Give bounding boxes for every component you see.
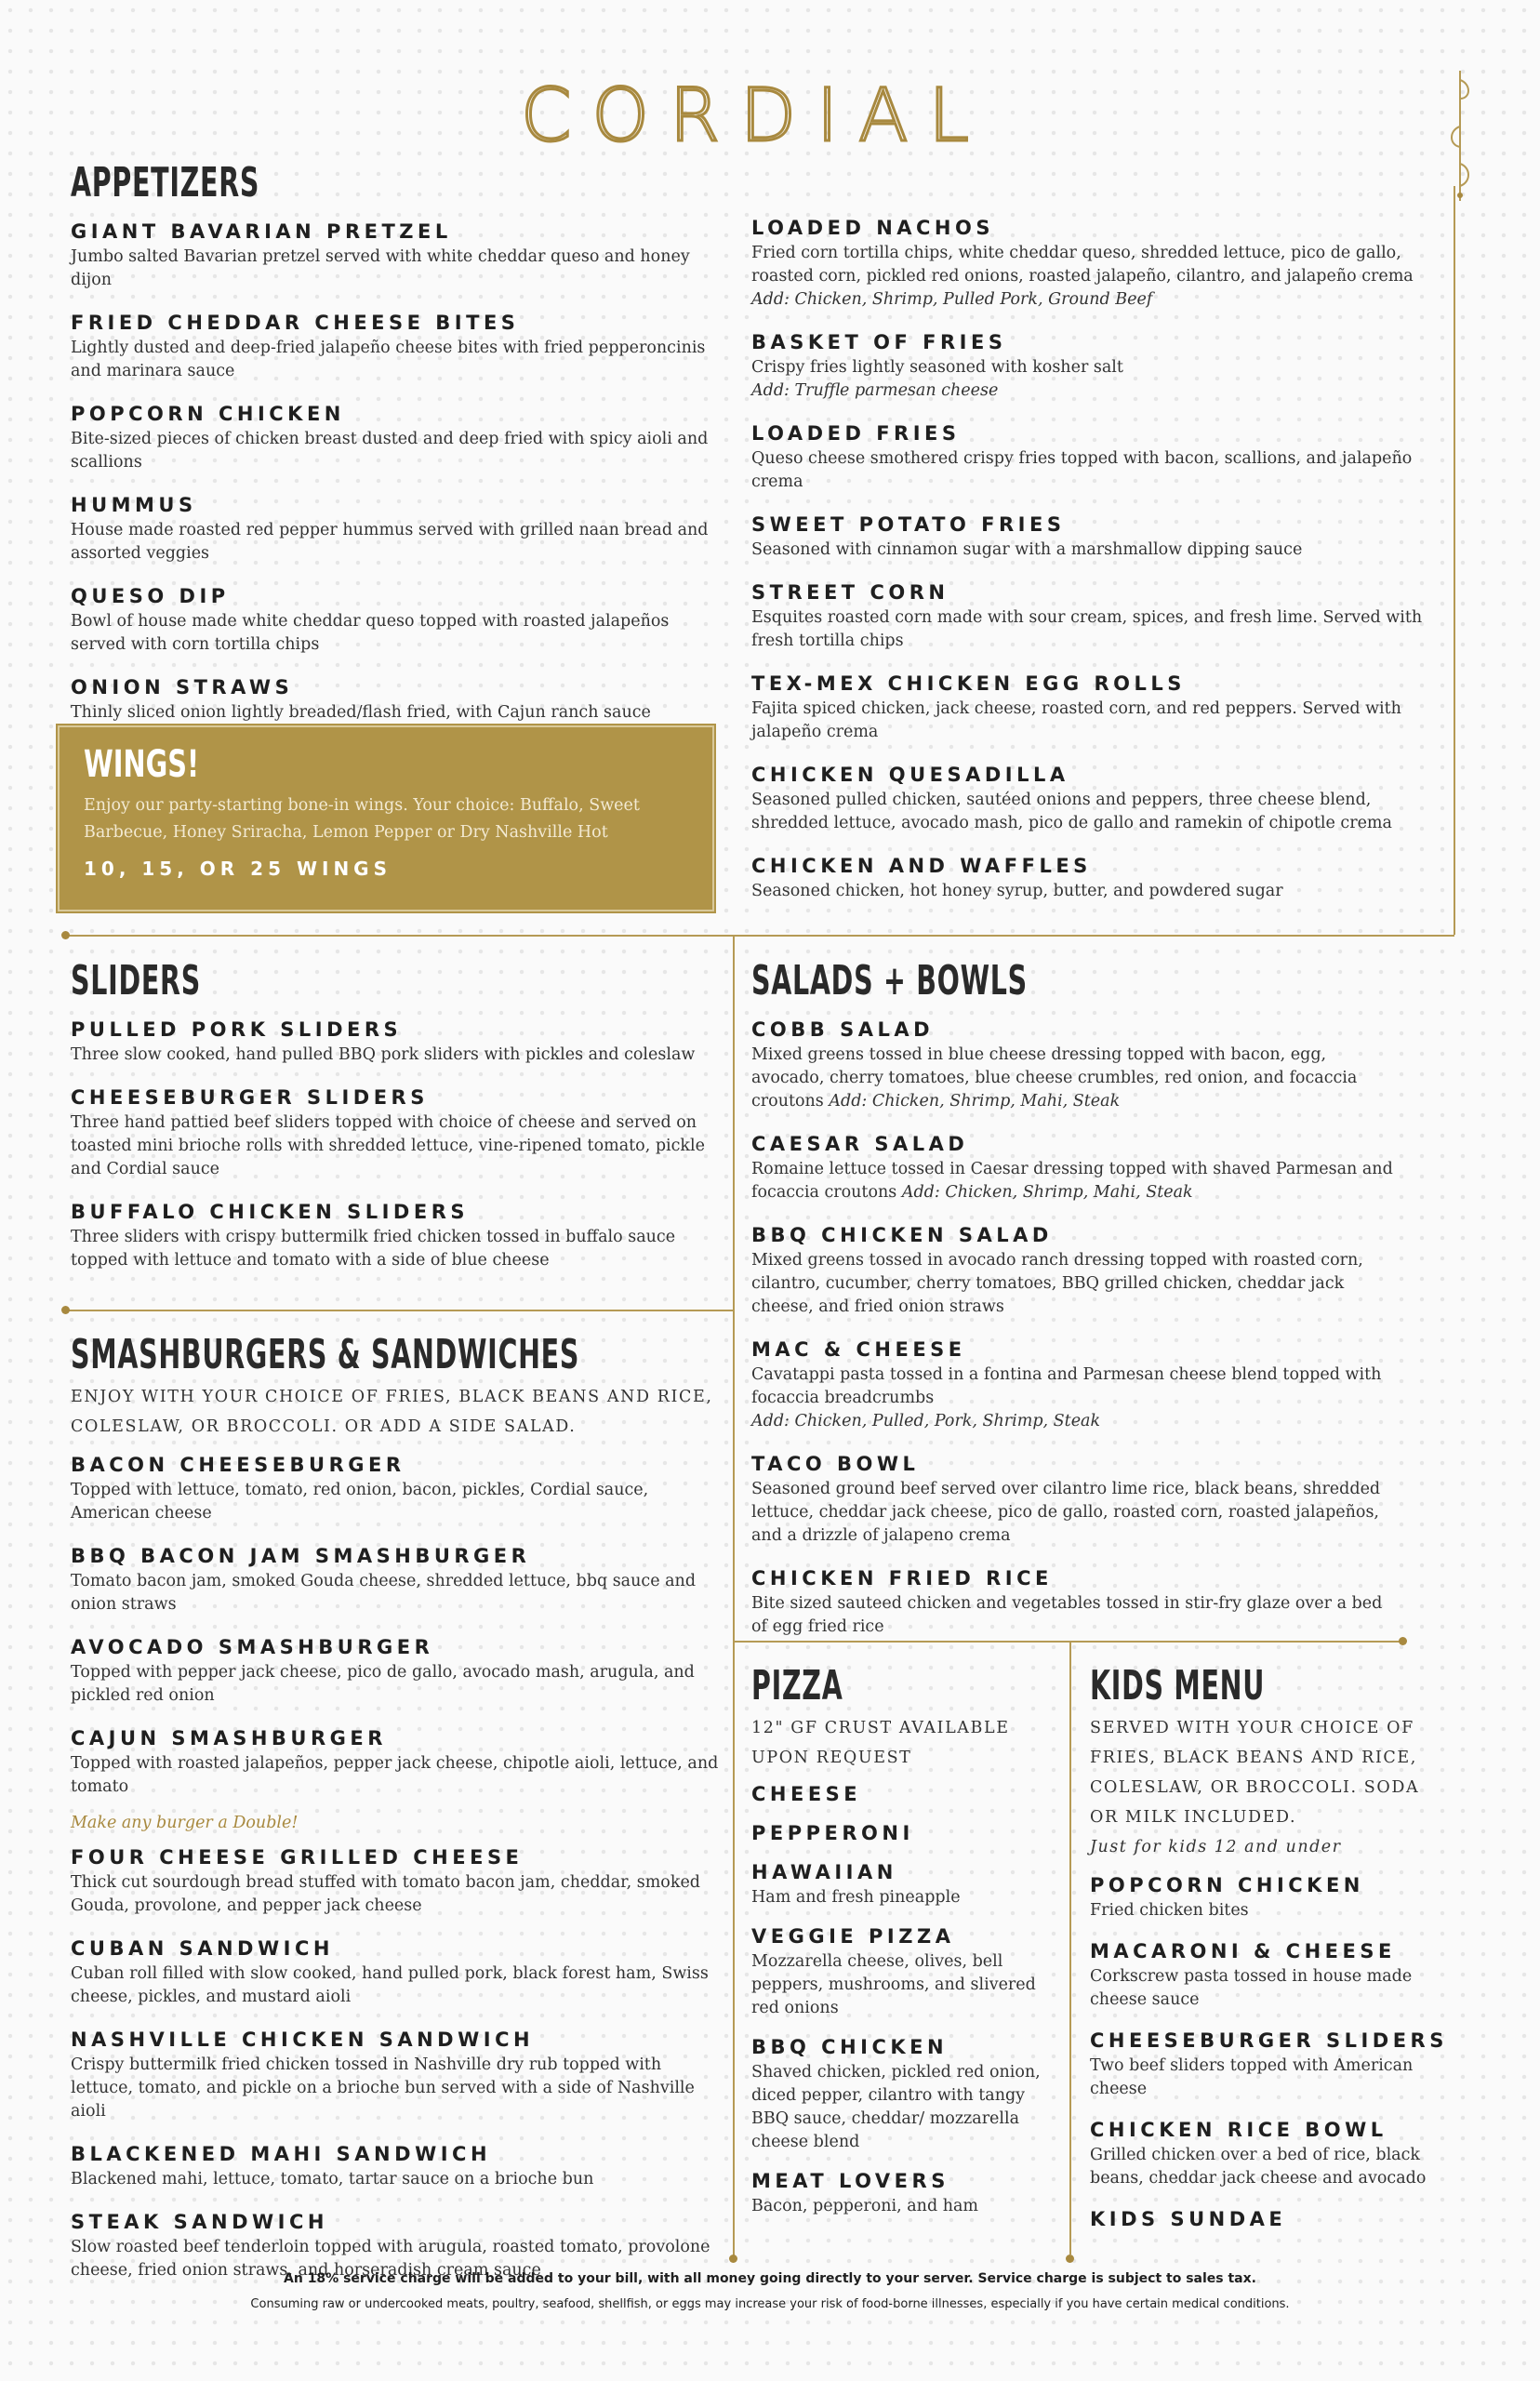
menu-item (71, 1018, 722, 1067)
menu-item-description-text: Bite sized sauteed chicken and vegetables tossed in stir-fry glaze over a bed of egg fried rice (751, 1594, 1383, 1636)
menu-item-description (751, 539, 1440, 562)
menu-item (1090, 1873, 1443, 1922)
divider-pizza-kids (1069, 1641, 1071, 2255)
section-title-smashburgers: SMASHBURGERS & SANDWICHES (71, 1331, 580, 1378)
menu-item-description (751, 1044, 1402, 1113)
menu-item-description (751, 698, 1440, 744)
menu-item (71, 584, 712, 657)
menu-item (71, 1200, 722, 1272)
menu-item-name: ONION STRAWS (71, 676, 294, 698)
section-title-appetizers: APPETIZERS (71, 159, 260, 206)
menu-item-name: GIANT BAVARIAN PRETZEL (71, 220, 452, 243)
menu-item-description-text: Mixed greens tossed in avocado ranch dressing topped with roasted corn, cilantro, cucumber, cherry tomatoes, BBQ grilled chicken, cheddar jack cheese, and fried onion straws (751, 1251, 1363, 1316)
menu-item-description (71, 1752, 722, 1799)
menu-item-description-text: House made roasted red pepper hummus served with grilled naan bread and assorted veggies (71, 521, 709, 563)
menu-item-name: KIDS SUNDAE (1090, 2208, 1287, 2230)
menu-item-description-text: Fried corn tortilla chips, white cheddar queso, shredded lettuce, pico de gallo, roasted corn, pickled red onions, roasted jalapeño, cilantro, and jalapeño crema (751, 244, 1414, 286)
menu-item-description (751, 2195, 1058, 2218)
menu-item-name: QUESO DIP (71, 585, 230, 607)
menu-item-description-text: Romaine lettuce tossed in Caesar dressing topped with shaved Parmesan and focaccia croutons (751, 1160, 1393, 1202)
menu-item-name: LOADED NACHOS (751, 217, 994, 239)
menu-item-description (751, 1363, 1402, 1410)
menu-item-description (71, 1871, 722, 1918)
menu-item-description (751, 606, 1440, 653)
kids-side-note: SERVED WITH YOUR CHOICE OF FRIES, BLACK BEANS AND RICE, COLESLAW, OR BROCCOLI. SODA OR MILK INCLUDED. (1090, 1719, 1420, 1827)
menu-item-description-text: Mixed greens tossed in blue cheese dressing topped with bacon, egg, avocado, cherry tomatoes, blue cheese crumbles, red onion, and focaccia croutons (751, 1045, 1358, 1111)
menu-item-description (751, 1950, 1058, 2020)
menu-item-description-text: Crispy buttermilk fried chicken tossed in Nashville dry rub topped with lettuce, tomato, and pickle on a brioche bun served with a side of Nashville aioli (71, 2055, 695, 2121)
menu-item-description-text: Bowl of house made white cheddar queso topped with roasted jalapeños served with corn tortilla chips (71, 612, 670, 654)
menu-item-description (71, 1962, 722, 2009)
menu-item (751, 2169, 1058, 2218)
brand-logo: CORDIAL (521, 74, 989, 158)
menu-item-description (751, 789, 1440, 835)
menu-item (751, 1223, 1402, 1319)
menu-item-description (71, 337, 712, 383)
menu-item-description (71, 1044, 722, 1067)
pizza-gf-note: 12" GF CRUST AVAILABLE UPON REQUEST (751, 1719, 1010, 1767)
menu-item-description-text: Slow roasted beef tenderloin topped with arugula, roasted tomato, provolone cheese, fried onion straws, and horseradish cream sauce (71, 2238, 710, 2280)
section-title-sliders: SLIDERS (71, 957, 201, 1004)
menu-item-description (71, 1479, 722, 1525)
section-title-pizza: PIZZA (751, 1662, 843, 1709)
menu-item (1090, 2118, 1443, 2190)
menu-item-name: TEX-MEX CHICKEN EGG ROLLS (751, 672, 1186, 695)
menu-item-description-text: Thinly sliced onion lightly breaded/flash fried, with Cajun ranch sauce (71, 703, 651, 722)
menu-item-name: BASKET OF FRIES (751, 331, 1007, 353)
menu-item-description (1090, 2144, 1443, 2190)
divider-sliders-bottom (65, 1310, 733, 1311)
menu-item-description-text: Bite-sized pieces of chicken breast dusted and deep fried with spicy aioli and scallions (71, 430, 709, 472)
menu-item (71, 493, 712, 565)
menu-item-description-text: Seasoned chicken, hot honey syrup, butter, and powdered sugar (751, 882, 1283, 900)
menu-item (751, 1566, 1402, 1639)
menu-item-description (751, 242, 1440, 288)
menu-item-name: HUMMUS (71, 494, 197, 516)
menu-item-description (751, 1158, 1402, 1204)
menu-item-description (71, 246, 712, 292)
menu-item (71, 1845, 722, 1918)
menu-item (751, 1452, 1402, 1548)
smashburgers-section (71, 1332, 722, 2282)
menu-item-description-text: Queso cheese smothered crispy fries topped with bacon, scallions, and jalapeño crema (751, 449, 1413, 491)
menu-item-description-text: Topped with lettuce, tomato, red onion, bacon, pickles, Cordial sauce, American cheese (71, 1481, 649, 1523)
menu-item-description-text: Bacon, pepperoni, and ham (751, 2197, 979, 2215)
menu-item-name: LOADED FRIES (751, 422, 961, 445)
menu-item (71, 219, 712, 292)
menu-item (71, 2142, 722, 2191)
menu-item (71, 1544, 722, 1616)
sliders-section (71, 958, 722, 1272)
menu-item-description-text: Ham and fresh pineapple (751, 1888, 961, 1907)
menu-item-description-text: Shaved chicken, pickled red onion, diced pepper, cilantro with tangy BBQ sauce, cheddar/ mozzarella cheese blend (751, 2063, 1041, 2151)
menu-item (751, 1337, 1402, 1433)
menu-item-description (751, 1478, 1402, 1548)
menu-item-addon: Add: Truffle parmesan cheese (751, 381, 999, 400)
menu-item-name: CUBAN SANDWICH (71, 1937, 334, 1960)
menu-item (751, 2035, 1058, 2154)
menu-item-description-text: Seasoned pulled chicken, sautéed onions and peppers, three cheese blend, shredded lettuce, avocado mash, pico de gallo and ramekin of chipotle crema (751, 791, 1392, 832)
menu-item (751, 1860, 1058, 1909)
menu-item (751, 763, 1440, 835)
menu-item-description-text: Grilled chicken over a bed of rice, black beans, cheddar jack cheese and avocado (1090, 2146, 1427, 2188)
menu-item-name: BBQ BACON JAM SMASHBURGER (71, 1545, 531, 1567)
menu-item-description (71, 701, 712, 725)
menu-item-description (751, 1592, 1402, 1639)
menu-item-description-text: Thick cut sourdough bread stuffed with tomato bacon jam, cheddar, smoked Gouda, provolone, and pepper jack cheese (71, 1873, 700, 1915)
footer-health-warning: Consuming raw or undercooked meats, poultry, seafood, shellfish, or eggs may increase your risk of food-borne illnesses, especially if you have certain medical conditions. (250, 2297, 1290, 2311)
menu-item-addon: Add: Chicken, Pulled, Pork, Shrimp, Steak (751, 1412, 1101, 1430)
menu-item-name: MEAT LOVERS (751, 2170, 949, 2192)
menu-item-name: BBQ CHICKEN (751, 2036, 949, 2058)
menu-item-description (1090, 2055, 1443, 2101)
menu-item (751, 421, 1440, 494)
menu-item-description-text: Corkscrew pasta tossed in house made cheese sauce (1090, 1967, 1413, 2009)
menu-item-description (71, 1111, 722, 1181)
menu-item (1090, 1939, 1443, 2012)
divider-dot (61, 1306, 70, 1314)
menu-item-name: PEPPERONI (751, 1822, 914, 1844)
menu-item (751, 216, 1440, 312)
menu-item-description-text: Seasoned with cinnamon sugar with a marshmallow dipping sauce (751, 540, 1303, 559)
menu-item-name: PULLED PORK SLIDERS (71, 1018, 403, 1041)
menu-item-name: BACON CHEESEBURGER (71, 1454, 405, 1476)
menu-item-name: SWEET POTATO FRIES (751, 513, 1066, 536)
menu-item-name: COBB SALAD (751, 1018, 935, 1041)
menu-item (71, 1726, 722, 1799)
menu-item-description (71, 2054, 722, 2123)
divider-right-edge (1454, 186, 1455, 935)
appetizers-right-column (751, 199, 1440, 903)
menu-item (71, 1635, 722, 1708)
menu-item (751, 1924, 1058, 2020)
menu-item-description-text: Three slow cooked, hand pulled BBQ pork sliders with pickles and coleslaw (71, 1045, 696, 1064)
menu-item-name: POPCORN CHICKEN (1090, 1874, 1364, 1896)
menu-item-name: MAC & CHEESE (751, 1338, 966, 1361)
menu-item-addon: Add: Chicken, Shrimp, Pulled Pork, Ground Beef (751, 290, 1153, 309)
menu-item-description (71, 1226, 722, 1272)
menu-item-description (71, 1570, 722, 1616)
menu-item-addon: Add: Chicken, Shrimp, Mahi, Steak (829, 1092, 1121, 1111)
smashburgers-side-note: ENJOY WITH YOUR CHOICE OF FRIES, BLACK BEANS AND RICE, COLESLAW, OR BROCCOLI. OR ADD A SIDE SALAD. (71, 1388, 713, 1436)
menu-item (71, 1453, 722, 1525)
menu-item-name: CHICKEN RICE BOWL (1090, 2119, 1387, 2141)
menu-item-name: VEGGIE PIZZA (751, 1925, 955, 1948)
menu-item-description (751, 880, 1440, 903)
divider-dot (1066, 2255, 1074, 2263)
menu-item (71, 1085, 722, 1181)
menu-item-description (751, 447, 1440, 494)
menu-item-description-text: Fried chicken bites (1090, 1901, 1249, 1920)
menu-item-description-text: Seasoned ground beef served over cilantro lime rice, black beans, shredded lettuce, cheddar jack cheese, pico de gallo, roasted corn, roasted jalapeños, and a drizzle of jalapeno crema (751, 1480, 1381, 1545)
divider-appetizers-bottom (65, 935, 1454, 937)
menu-item-name: CHICKEN FRIED RICE (751, 1567, 1053, 1590)
menu-item-name: TACO BOWL (751, 1453, 920, 1475)
section-title-kids: KIDS MENU (1090, 1662, 1266, 1709)
menu-item-name: CHICKEN QUESADILLA (751, 764, 1069, 786)
kids-age-note: Just for kids 12 and under (1090, 1838, 1342, 1856)
menu-item-name: CHICKEN AND WAFFLES (751, 855, 1092, 877)
menu-item-name: BBQ CHICKEN SALAD (751, 1224, 1053, 1246)
menu-item (751, 1782, 1058, 1806)
menu-item-addon: Add: Chicken, Shrimp, Mahi, Steak (901, 1183, 1193, 1202)
wings-box (58, 725, 714, 911)
menu-item-description (1090, 1899, 1443, 1922)
menu-item-description-text: Tomato bacon jam, smoked Gouda cheese, shredded lettuce, bbq sauce and onion straws (71, 1572, 697, 1614)
menu-item-name: FRIED CHEDDAR CHEESE BITES (71, 312, 520, 334)
menu-item-description (1090, 1965, 1443, 2012)
menu-item-description-text: Cavatappi pasta tossed in a fontina and Parmesan cheese blend topped with focaccia breadcrumbs (751, 1365, 1382, 1407)
wings-title: WINGS! (84, 743, 200, 786)
menu-item-description-text: Fajita spiced chicken, jack cheese, roasted corn, and red peppers. Served with jalapeño crema (751, 699, 1401, 741)
menu-item-description (71, 610, 712, 657)
ornament-icon (1441, 71, 1479, 201)
menu-item (751, 330, 1440, 403)
menu-item-name: HAWAIIAN (751, 1861, 897, 1883)
menu-item (71, 2028, 722, 2123)
menu-item-description (751, 356, 1440, 379)
menu-item-name: STEAK SANDWICH (71, 2211, 328, 2233)
divider-salads-bottom (733, 1641, 1402, 1643)
menu-item-name: STREET CORN (751, 581, 949, 604)
menu-item-name: FOUR CHEESE GRILLED CHEESE (71, 1846, 524, 1869)
menu-item-description-text: Three hand pattied beef sliders topped with choice of cheese and served on toasted mini brioche rolls with shredded lettuce, vine-ripened tomato, pickle and Cordial sauce (71, 1113, 705, 1178)
menu-item-description (751, 1886, 1058, 1909)
menu-item-name: NASHVILLE CHICKEN SANDWICH (71, 2029, 535, 2051)
footer-service-charge: An 18% service charge will be added to your bill, with all money going directly to your server. Service charge is subject to sales tax. (284, 2271, 1256, 2286)
menu-item-description-text: Mozzarella cheese, olives, bell peppers, mushrooms, and slivered red onions (751, 1952, 1036, 2017)
divider-center (733, 935, 735, 2260)
menu-item-name: MACARONI & CHEESE (1090, 1940, 1396, 1962)
menu-item-description-text: Esquites roasted corn made with sour cream, spices, and fresh lime. Served with fresh tortilla chips (751, 608, 1423, 650)
kids-section (1090, 1662, 1448, 2231)
menu-item (71, 402, 712, 474)
wings-description: Enjoy our party-starting bone-in wings. Your choice: Buffalo, Sweet Barbecue, Honey Sriracha, Lemon Pepper or Dry Nashville Hot (84, 796, 640, 842)
divider-dot (729, 2255, 737, 2263)
menu-item-description (71, 1661, 722, 1708)
menu-item-name: CHEESE (751, 1783, 862, 1805)
menu-item-description-text: Lightly dusted and deep-fried jalapeño cheese bites with fried pepperoncinis and marinara sauce (71, 339, 706, 380)
menu-item-description-text: Two beef sliders topped with American cheese (1090, 2056, 1414, 2098)
menu-item (1090, 2029, 1448, 2101)
divider-dot (61, 931, 70, 939)
menu-item-name: CHEESEBURGER SLIDERS (1090, 2029, 1448, 2052)
pizza-section (751, 1663, 1058, 2218)
menu-item-name: CAESAR SALAD (751, 1133, 969, 1155)
appetizers-left-column (71, 160, 712, 725)
menu-item (751, 1018, 1402, 1113)
menu-item (751, 854, 1440, 903)
menu-item-description (71, 428, 712, 474)
salads-section (751, 958, 1402, 1639)
menu-item-name: BLACKENED MAHI SANDWICH (71, 2143, 492, 2165)
menu-item (1090, 2207, 1443, 2231)
menu-item (751, 1821, 1058, 1845)
menu-item-description-text: Blackened mahi, lettuce, tomato, tartar sauce on a brioche bun (71, 2170, 594, 2188)
menu-item-name: BUFFALO CHICKEN SLIDERS (71, 1201, 469, 1223)
menu-item-name: POPCORN CHICKEN (71, 403, 345, 425)
menu-item (751, 512, 1440, 562)
menu-item-description-text: Topped with roasted jalapeños, pepper jack cheese, chipotle aioli, lettuce, and tomato (71, 1754, 719, 1796)
menu-item-name: AVOCADO SMASHBURGER (71, 1636, 434, 1658)
menu-item (751, 1132, 1402, 1204)
menu-item-description-text: Three sliders with crispy buttermilk fried chicken tossed in buffalo sauce topped with lettuce and tomato with a side of blue cheese (71, 1228, 676, 1270)
double-note: Make any burger a Double! (71, 1814, 299, 1832)
wings-sizes: 10, 15, OR 25 WINGS (84, 858, 392, 880)
menu-item (71, 675, 712, 725)
menu-item (751, 672, 1440, 744)
menu-item (751, 580, 1440, 653)
menu-item (71, 1936, 722, 2009)
menu-item-description (751, 2061, 1058, 2154)
menu-item-name: CHEESEBURGER SLIDERS (71, 1086, 429, 1109)
menu-item-description-text: Jumbo salted Bavarian pretzel served with white cheddar queso and honey dijon (71, 247, 690, 289)
menu-item-description (71, 519, 712, 565)
section-title-salads: SALADS + BOWLS (751, 957, 1028, 1004)
menu-item (71, 311, 712, 383)
menu-item-description (71, 2168, 722, 2191)
menu-item-description-text: Crispy fries lightly seasoned with kosher salt (751, 358, 1123, 377)
menu-item-description-text: Topped with pepper jack cheese, pico de gallo, avocado mash, arugula, and pickled red onion (71, 1663, 695, 1705)
menu-item-description (751, 1249, 1402, 1319)
menu-item-description-text: Cuban roll filled with slow cooked, hand pulled pork, black forest ham, Swiss cheese, pickles, and mustard aioli (71, 1964, 709, 2006)
menu-item-name: CAJUN SMASHBURGER (71, 1727, 387, 1749)
